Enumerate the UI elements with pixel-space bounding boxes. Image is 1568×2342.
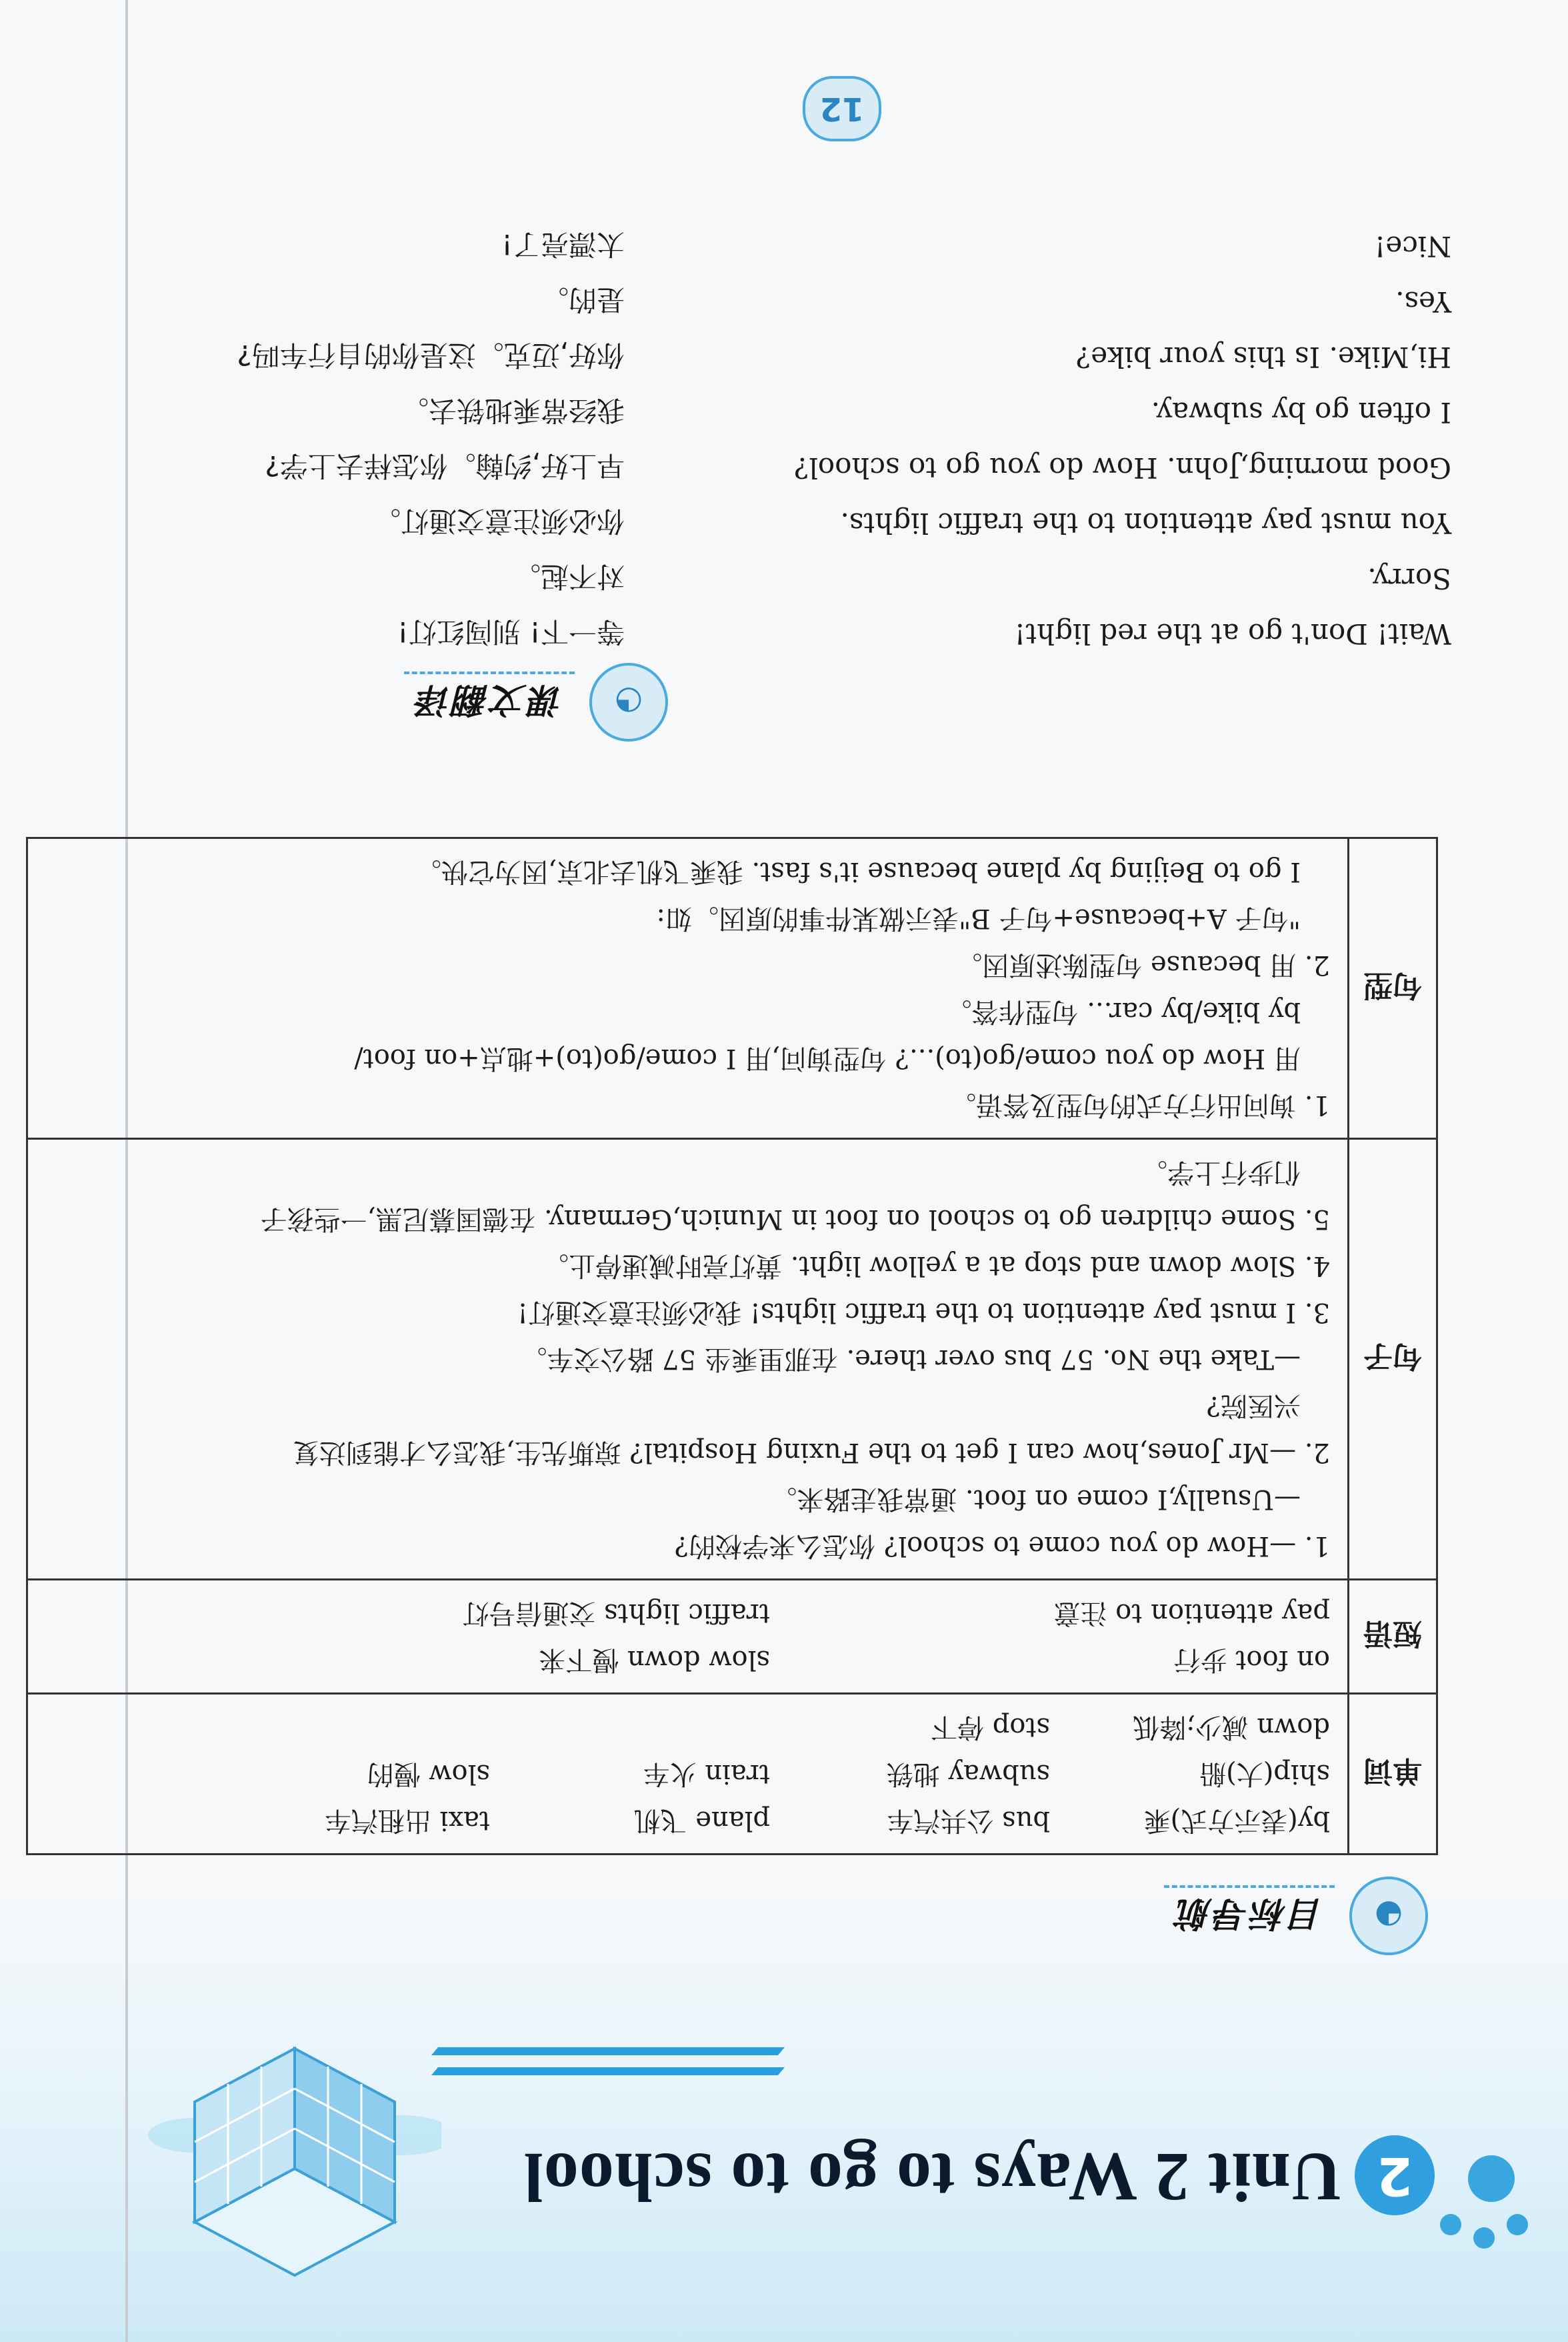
translation-row: [51, 219, 1451, 274]
paw-toe: [1473, 2227, 1495, 2249]
word-item: stop 停下: [930, 1712, 1050, 1742]
patterns-label: 句型: [1349, 838, 1437, 1139]
sentence-line: —Take the No. 57 bus over there. 在那里乘坐 57 路公交车。: [520, 1344, 1301, 1374]
table-row-phrases: [27, 1580, 1437, 1694]
sentence-line: 兴医院?: [1206, 1390, 1301, 1421]
translation-row: [51, 551, 1451, 606]
section-translation-title: 课文翻译: [404, 672, 575, 733]
translation-row: [51, 495, 1451, 551]
table-row-words: [27, 1694, 1437, 1855]
section-goals-title: 目标导航: [1164, 1886, 1335, 1947]
patterns-cell: [27, 838, 1349, 1139]
translation-chinese: 你必须注意交通灯。: [372, 505, 625, 538]
table-row-sentences: [27, 1139, 1437, 1580]
unit-title: Unit 2 Ways to go to school: [523, 2139, 1341, 2215]
translation-chinese: 你好,迈克。这是你的自行车吗?: [237, 339, 625, 372]
paw-icon: [1468, 2155, 1515, 2202]
translation-english: Nice!: [1374, 230, 1451, 263]
translation-english: You must pay attention to the traffic lights.: [840, 507, 1451, 539]
word-item: subway 地铁: [886, 1759, 1050, 1789]
section-goals-badge: [1164, 1877, 1428, 1955]
word-item: ship(大)船: [1199, 1759, 1330, 1789]
words-label: 单词: [1349, 1694, 1437, 1855]
sentence-line: 1. —How do you come to school? 你怎么来学校的?: [674, 1530, 1330, 1561]
table-row-patterns: [27, 838, 1437, 1139]
translation-row: [51, 274, 1451, 329]
translation-row: [51, 606, 1451, 662]
words-cell: [27, 1694, 1349, 1855]
sentences-label: 句子: [1349, 1139, 1437, 1580]
phrases-cell: [27, 1580, 1349, 1694]
decor-slash: [431, 2067, 785, 2075]
phrases-label: 短语: [1349, 1580, 1437, 1694]
pattern-line: "句子 A+because+句子 B"表示做某件事的原因。如:: [656, 903, 1301, 934]
word-item: down 减少;降低: [1133, 1712, 1330, 1742]
translation-english: Yes.: [1395, 285, 1451, 318]
sentence-line: 5. Some children go to school on foot in Munich,Germany. 在德国慕尼黑,一些孩子: [260, 1204, 1330, 1234]
translation-english: Sorry.: [1367, 562, 1451, 595]
translation-row: [51, 440, 1451, 495]
translation-list: [51, 219, 1451, 662]
sentences-cell: [27, 1139, 1349, 1580]
cube-illustration: [148, 2022, 441, 2302]
unit-number: 2: [1355, 2135, 1435, 2215]
translation-english: Hi,Mike. Is this your bike?: [1075, 341, 1451, 373]
word-item: slow 慢的: [367, 1759, 490, 1789]
sentence-line: 3. I must pay attention to the traffic lights! 我必须注意交通灯!: [517, 1297, 1330, 1328]
translation-english: Good morning,John. How do you go to school?: [793, 451, 1451, 484]
translation-english: I often go by subway.: [1151, 396, 1451, 429]
pattern-line: I go to Beijing by plane because it's fast. 我乘飞机去北京,因为它快。: [415, 856, 1301, 887]
phrase-item: slow down 慢下来: [539, 1644, 770, 1675]
section-translation-badge: [404, 663, 668, 742]
pattern-line: 用 How do you come/go(to)...? 句型询问,用 I come/go(to)+地点+on foot/: [354, 1043, 1301, 1074]
sentence-line: —Usually,I come on foot. 通常我走路来。: [770, 1484, 1301, 1514]
word-item: train 火车: [643, 1759, 770, 1789]
mascot-icon: ◔: [589, 663, 668, 742]
translation-chinese: 我经常乘地铁去。: [400, 394, 625, 427]
goals-table: [26, 837, 1438, 1855]
translation-chinese: 等一下! 别闯红灯!: [397, 616, 625, 649]
page-number: 12: [803, 76, 881, 141]
translation-chinese: 是的。: [540, 283, 625, 317]
pattern-line: by bike/by car... 句型作答。: [945, 996, 1301, 1027]
paw-toe: [1507, 2214, 1528, 2235]
pattern-line: 1. 询问出行方式的句型及答语。: [949, 1090, 1330, 1120]
word-item: taxi 出租汽车: [325, 1805, 490, 1836]
translation-row: [51, 329, 1451, 385]
phrase-item: pay attention to 注意: [1053, 1598, 1330, 1628]
unit-header: [0, 1995, 1568, 2342]
paw-toe: [1440, 2214, 1461, 2235]
translation-chinese: 对不起。: [512, 560, 625, 594]
phrase-item: on foot 步行: [1173, 1644, 1330, 1675]
translation-chinese: 早上好,约翰。你怎样去上学?: [265, 449, 625, 483]
sentence-line: 们步行上学。: [1141, 1157, 1301, 1188]
translation-english: Wait! Don't go at the red light!: [1014, 618, 1451, 650]
pattern-line: 2. 用 because 句型陈述原因。: [955, 950, 1330, 980]
mascot-icon: ◕: [1349, 1877, 1428, 1955]
word-item: plane 飞机: [633, 1805, 770, 1836]
word-item: bus 公共汽车: [887, 1805, 1050, 1836]
sentence-line: 4. Slow down and stop at a yellow light. 黄灯亮时减速停止。: [542, 1250, 1330, 1281]
translation-row: [51, 385, 1451, 440]
sentence-line: 2. —Mr Jones,how can I get to the Fuxing Hospital? 琼斯先生,我怎么才能到达复: [292, 1437, 1330, 1468]
word-item: by(表示方式)乘: [1143, 1805, 1330, 1836]
phrase-item: traffic lights 交通信号灯: [462, 1598, 770, 1628]
translation-chinese: 太漂亮了!: [501, 228, 625, 261]
decor-slash: [431, 2047, 785, 2055]
